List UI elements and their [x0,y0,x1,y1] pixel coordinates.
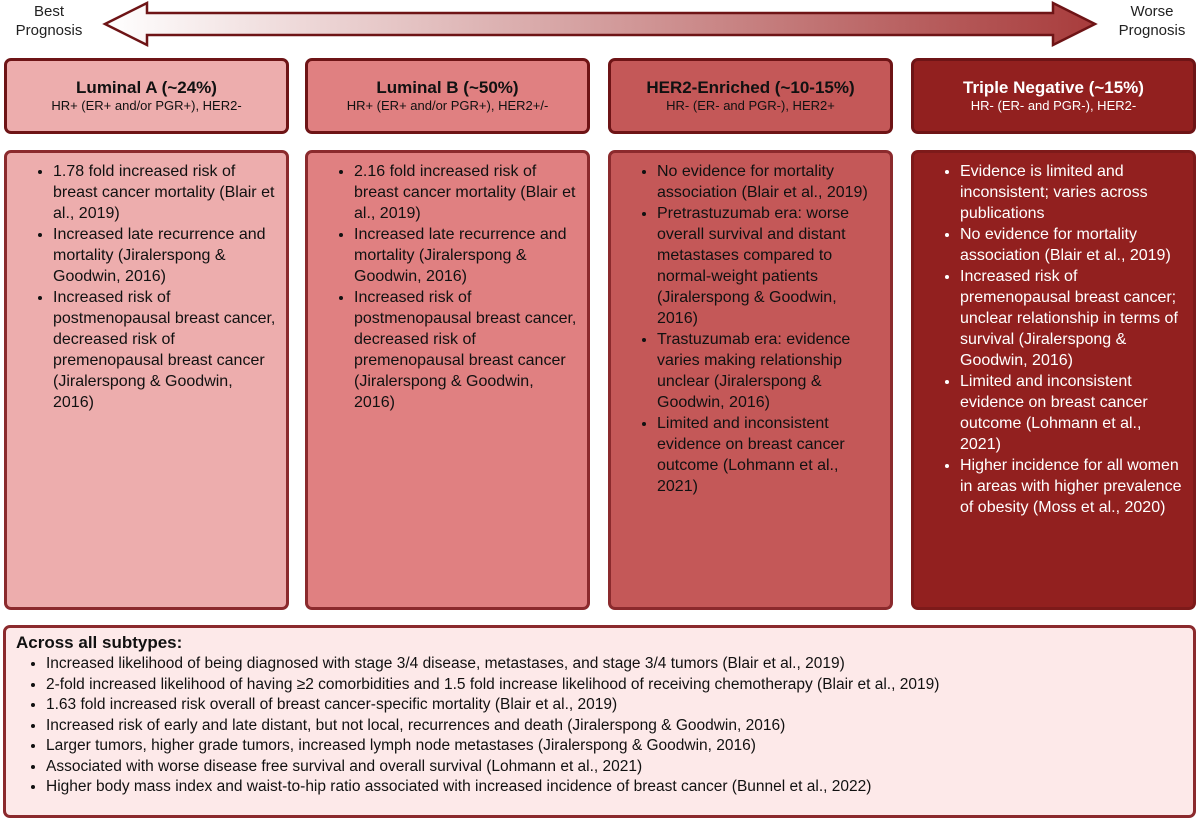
summary-item: • Higher body mass index and waist-to-hip ratio associated with increased incidence of breast cancer (Bunnel et al., 2022) [46,777,1183,798]
summary-title: Across all subtypes: [16,633,183,652]
finding-item: • No evidence for mortality association (Blair et al., 2019) [960,224,1183,266]
finding-item: • Increased late recurrence and mortality (Jiralerspong & Goodwin, 2016) [354,224,577,287]
subtype-findings-her2-enriched [608,150,893,610]
prognosis-double-arrow-icon [100,0,1100,48]
summary-item: • Increased risk of early and late distant, but not local, recurrences and death (Jiralerspong & Goodwin, 2016) [46,716,1183,737]
subtype-header-luminal-b [305,58,590,134]
finding-item: • 1.78 fold increased risk of breast cancer mortality (Blair et al., 2019) [53,161,276,224]
subtype-receptors: HR+ (ER+ and/or PGR+), HER2+/- [346,98,549,113]
finding-item: • Increased risk of postmenopausal breast cancer, decreased risk of premenopausal breast cancer (Jiralerspong & Goodwin, 2016) [53,287,276,413]
summary-item: • Associated with worse disease free survival and overall survival (Lohmann et al., 2021) [46,757,1183,778]
finding-item: • 2.16 fold increased risk of breast cancer mortality (Blair et al., 2019) [354,161,577,224]
finding-item: • Increased risk of postmenopausal breast cancer, decreased risk of premenopausal breast cancer (Jiralerspong & Goodwin, 2016) [354,287,577,413]
finding-item: • Limited and inconsistent evidence on breast cancer outcome (Lohmann et al., 2021) [657,413,880,497]
subtype-findings-luminal-a [4,150,289,610]
worse-prognosis-label: Worse Prognosis [1118,3,1186,39]
summary-item: • 1.63 fold increased risk overall of breast cancer-specific mortality (Blair et al., 2019) [46,695,1183,716]
subtype-header-luminal-a [4,58,289,134]
summary-item: • Increased likelihood of being diagnosed with stage 3/4 disease, metastases, and stage 3/4 tumors (Blair et al., 2019) [46,654,1183,675]
subtype-findings-luminal-b [305,150,590,610]
best-prognosis-label: Best Prognosis [15,3,83,39]
subtype-findings-triple-negative [911,150,1196,610]
finding-item: • Increased risk of premenopausal breast cancer; unclear relationship in terms of survival (Jiralerspong & Goodwin, 2016) [960,266,1183,371]
summary-item: • 2-fold increased likelihood of having ≥2 comorbidities and 1.5 fold increase likelihood of receiving chemotherapy (Blair et al., 2019) [46,675,1183,696]
finding-item: • Evidence is limited and inconsistent; varies across publications [960,161,1183,224]
summary-item: • Larger tumors, higher grade tumors, increased lymph node metastases (Jiralerspong & Goodwin, 2016) [46,736,1183,757]
finding-item: • Limited and inconsistent evidence on breast cancer outcome (Lohmann et al., 2021) [960,371,1183,455]
finding-item: • Increased late recurrence and mortality (Jiralerspong & Goodwin, 2016) [53,224,276,287]
finding-item: • Higher incidence for all women in areas with higher prevalence of obesity (Moss et al., 2020) [960,455,1183,518]
subtype-title: Luminal B (~50%) [376,78,519,97]
subtype-title: Luminal A (~24%) [76,78,217,97]
subtype-receptors: HR- (ER- and PGR-), HER2- [970,98,1137,113]
finding-item: • No evidence for mortality association (Blair et al., 2019) [657,161,880,203]
subtype-receptors: HR+ (ER+ and/or PGR+), HER2- [51,98,242,113]
subtype-receptors: HR- (ER- and PGR-), HER2+ [666,98,835,113]
subtype-header-triple-negative [911,58,1196,134]
finding-item: • Pretrastuzumab era: worse overall survival and distant metastases compared to normal-weight patients (Jiralerspong & Goodwin, 2016) [657,203,880,329]
finding-item: • Trastuzumab era: evidence varies making relationship unclear (Jiralerspong & Goodwin, 2016) [657,329,880,413]
subtype-title: HER2-Enriched (~10-15%) [646,78,855,97]
subtype-header-her2-enriched [608,58,893,134]
across-all-subtypes-box [3,625,1196,818]
subtype-title: Triple Negative (~15%) [963,78,1144,97]
